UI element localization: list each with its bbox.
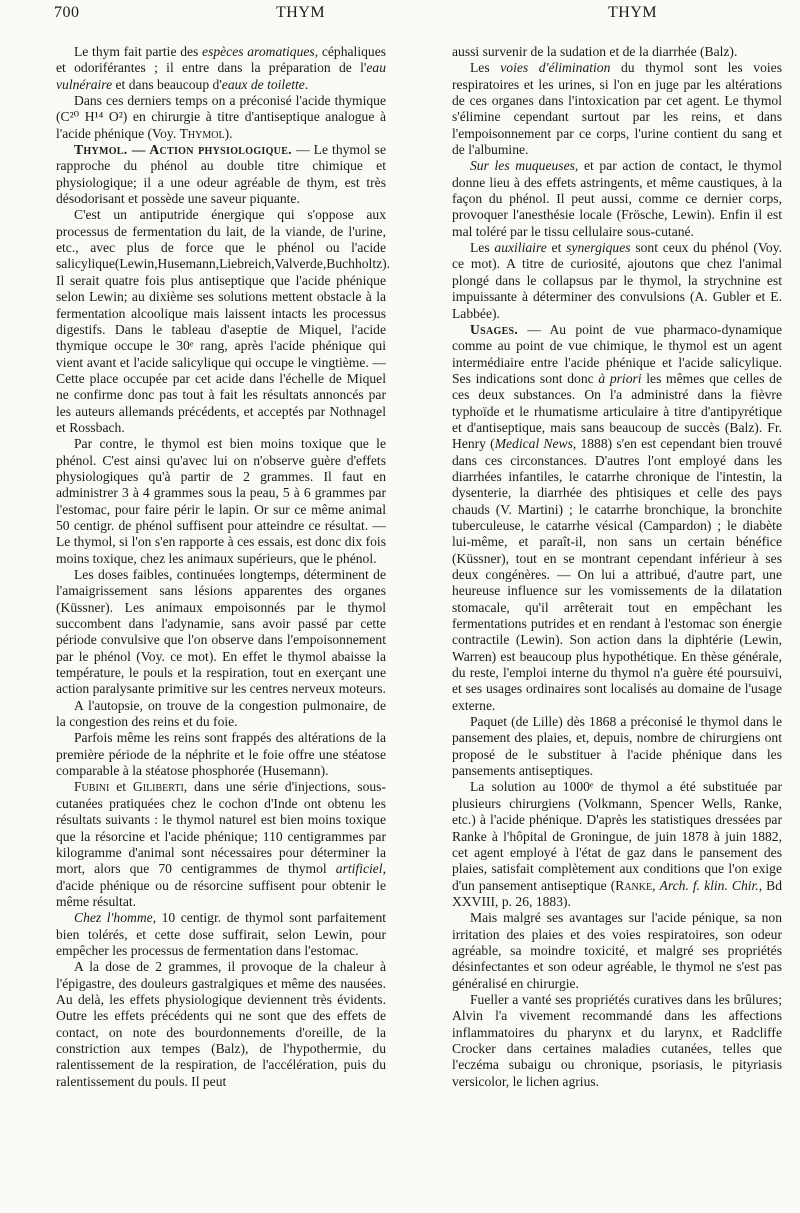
paragraph: Thymol. — Action physiologique. — Le thymol se rapproche du phénol au double titre chimique et physiologique; il a une odeur agréable de thym, est très désodorisant et possède une saveur piquante. xyxy=(56,142,386,207)
right-column xyxy=(452,44,782,1090)
paragraph: Par contre, le thymol est bien moins toxique que le phénol. C'est ainsi qu'avec lui on n'observe guère d'effets physiologiques qu'à partir de 2 grammes. Il faut en administrer 3 à 4 grammes sous la peau, 5 à 6 grammes par l'estomac, pour faire périr le lapin. Or sur ce même animal 50 centigr. de phénol suffisent pour atteindre ce résultat. — Le thymol, si l'on s'en rapporte à ces essais, est donc dix fois moins toxique, chez les animaux supérieurs, que le phénol. xyxy=(56,436,386,566)
paragraph: Les doses faibles, continuées longtemps, déterminent de l'amaigrissement sans lésions apparentes des organes (Küssner). Les animaux empoisonnés par le thymol succombent dans l'adynamie, sans avoir passé par cette période convulsive que l'on observe dans l'empoisonnement par le phénol (Voy. ce mot). En effet le thymol abaisse la température, le pouls et la respiration, tout en exerçant une action paralysante primitive sur les centres nerveux moteurs. xyxy=(56,567,386,697)
paragraph: Sur les muqueuses, et par action de contact, le thymol donne lieu à des effets astringents, et même caustiques, à la façon du phénol. Il peut aussi, comme ce dernier corps, provoquer l'anesthésie locale (Frösche, Lewin). Enfin il est mal toléré par le tissu cellulaire sous-cutané. xyxy=(452,158,782,239)
paragraph: Fubini et Giliberti, dans une série d'injections, sous-cutanées pratiquées chez le cochon d'Inde ont obtenu les résultats suivants : le thymol naturel est bien moins toxique que la résorcine et l'acide phénique; 110 centigrammes par kilogramme d'animal sont nécessaires pour déterminer la mort, alors que 70 centigrammes de thymol artificiel, d'acide phénique ou de résorcine suffisent pour obtenir le même résultat. xyxy=(56,779,387,909)
paragraph: Parfois même les reins sont frappés des altérations de la première période de la néphrite et le foie offre une stéatose comparable à la stéatose phosphorée (Husemann). xyxy=(56,730,386,779)
paragraph: Chez l'homme, 10 centigr. de thymol sont parfaitement bien tolérés, et cette dose suffirait, selon Lewin, pour empêcher les processus de fermentation dans l'estomac. xyxy=(56,910,387,958)
paragraph: A l'autopsie, on trouve de la congestion pulmonaire, de la congestion des reins et du foie. xyxy=(56,697,386,730)
paragraph: Le thym fait partie des espèces aromatiques, céphaliques et odoriférantes ; il entre dans la préparation de l'eau vulnéraire et dans beaucoup d'eaux de toilette. xyxy=(56,44,387,92)
paragraph: Fueller a vanté ses propriétés curatives dans les brûlures; Alvin l'a vivement recommandé dans les affections inflammatoires du pharynx et du larynx, et Radcliffe Crocker dans certaines maladies cutanées, telles que l'eczéma subaigu ou chronique, psoriasis, le pityriasis versicolor, le lichen agrius. xyxy=(452,991,782,1089)
paragraph: A la dose de 2 grammes, il provoque de la chaleur à l'épigastre, des douleurs gastralgiques et même des nausées. Au delà, les effets physiologique deviennent très évidents. Outre les effets précédents qui ne sont que des effets de contact, on note des bourdonnements d'oreille, de la constriction aux tempes (Balz), de l'hypothermie, du ralentissement de la respiration, de l'accélération, puis du ralentissement du pouls. Il peut xyxy=(56,959,386,1089)
running-header xyxy=(54,4,762,30)
paragraph: Les voies d'élimination du thymol sont les voies respiratoires et les urines, si l'on en juge par les altérations de ces organes dans l'intoxication par cet agent. Le thymol s'élimine cependant surtout par les reins, et dans l'empoisonnement par ce corps, l'urine contient du sang et de l'albumine. xyxy=(452,60,782,158)
paragraph: aussi survenir de la sudation et de la diarrhée (Balz). xyxy=(452,44,738,59)
section-heading: Thymol. — Action physiologique. xyxy=(74,142,292,158)
running-title-left: THYM xyxy=(276,4,326,21)
paragraph: C'est un antiputride énergique qui s'oppose aux processus de fermentation du lait, de la viande, de l'urine, etc., avec plus de force que le phénol ou l'acide salicylique(Lewin,Husemann,Liebreich,Valverde,Buchholtz). Il serait quatre fois plus antiseptique que l'acide phénique selon Lewin; au dixième ses solutions mettent obstacle à la fermentation alcoolique mais laissent intacts les processus digestifs. Dans le tableau d'aseptie de Miquel, l'acide thymique occupe le 30ᵉ rang, après l'acide phénique qui vient avant et l'acide salicylique qui occupe le vingtième. — Cette place occupée par cet acide dans l'échelle de Miquel ne confirme donc pas tout à fait les résultats annoncés par les auteurs allemands précédents, et acceptés par Nothnagel et Rossbach. xyxy=(56,207,391,435)
paragraph: Dans ces derniers temps on a préconisé l'acide thymique (C²⁰ H¹⁴ O²) en chirurgie à titre d'antiseptique analogue à l'acide phénique (Voy. Thymol). xyxy=(56,93,386,141)
paragraph: Les auxiliaire et synergiques sont ceux du phénol (Voy. ce mot). A titre de curiosité, ajoutons que chez l'animal plongé dans le collapsus par le thymol, la strychnine est impuissante à déterminer des convulsions (A. Gubler et E. Labbée). xyxy=(452,240,783,321)
paragraph: Mais malgré ses avantages sur l'acide pénique, sa non irritation des plaies et des voies respiratoires, son odeur agréable, sa moindre toxicité, et malgré ses propriétés désinfectantes et son odeur agréable, le thymol ne s'est pas généralisé en chirurgie. xyxy=(452,910,782,991)
page-number: 700 xyxy=(54,4,80,21)
paragraph: Paquet (de Lille) dès 1868 a préconisé le thymol dans le pansement des plaies, et, depuis, nombre de chirurgiens ont proposé de le substituer à l'acide phénique dans les pansements antiseptiques. xyxy=(452,714,782,779)
section-heading: Usages. xyxy=(470,321,519,337)
left-column xyxy=(56,44,391,1090)
paragraph: Usages. — Au point de vue pharmaco-dynamique comme au point de vue chimique, le thymol est un agent intermédiaire entre l'acide phénique et l'acide salicylique. Ses indications sont donc à priori les mêmes que celles de ces deux substances. On l'a administré dans la fièvre typhoïde et le rhumatisme articulaire à titre d'antipyrétique et d'antiseptique, mais sans beaucoup de succès (Balz). Fr. Henry (Medical News, 1888) s'en est cependant bien trouvé dans ces circonstances. D'autres l'ont employé dans les diarrhées infantiles, le catarrhe chronique de l'intestin, la dysenterie, la diarrhée des phtisiques et celle des pays chauds (V. Martini) ; le catarrhe bronchique, la bronchite tuberculeuse, le catarrhe vésical (Campardon) ; le diabète lui-même, et paraît-il, non sans un certain bénéfice (Küssner), tout en se montrant cependant inférieur à ses deux congénères. — On lui a attribué, d'autre part, une heureuse influence sur les vomissements de la dilatation stomacale, qu'il arrêterait tout en empêchant les fermentations putrides et en rendant à l'estomac son énergie contractile (Lewin). Son action dans la diphtérie (Lewin, Warren) est beaucoup plus hypothétique. En thèse générale, du reste, l'emploi interne du thymol n'a guère été poursuivi, et ses usages ordinaires sont localisés au domaine de l'usage externe. xyxy=(452,321,782,713)
running-title-right: THYM xyxy=(608,4,658,21)
paragraph: La solution au 1000ᵉ de thymol a été substituée par plusieurs chirurgiens (Volkmann, Spencer Wells, Ranke, etc.) à l'acide phénique. D'après les statistiques dressées par Ranke à l'hôpital de Groningue, de juin 1878 à juin 1882, cet agent employé à l'état de gaz dans le pansement des plaies, satisfait complètement aux conditions que l'on exige d'un pansement antiseptique (Ranke, Arch. f. klin. Chir., Bd XXVIII, p. 26, 1883). xyxy=(452,779,782,909)
